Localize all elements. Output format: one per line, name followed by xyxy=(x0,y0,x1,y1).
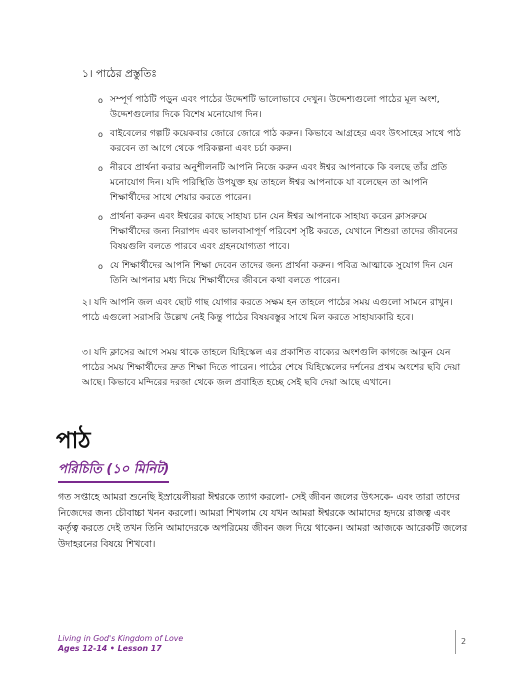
circle-bullet-icon: o xyxy=(98,130,103,139)
list-item-text: প্রার্থনা করুন এবং ঈশ্বরের কাছে সাহায্য চান যেন ঈশ্বর আপনাকে সাহায্য করেন ক্লাসরুমে শিক্ষার্থীদের জন্য নিরাপদ এবং ভালবাসাপূর্ণ পরিবেশ সৃষ্টি করতে, যেখানে শিশুরা তাদের জীবনের বিষয়গুলি বলতে পারবে এবং গ্রহনযোগ্যতা পাবে। xyxy=(110,211,458,252)
list-item-text: নীরবে প্রার্থনা করার অনুশীলনটি আপনি নিজে করুন এবং ঈশ্বর আপনাকে কি বলছে তাঁর প্রতি মনোযোগ দিন। যদি পরিস্থিতি উপযুক্ত হয় তাহলে ঈশ্বর আপনাকে যা বলেছেন তা আপনি শিক্ষার্থীদের সাথে শেয়ার করতে পারেন। xyxy=(110,162,448,203)
list-item xyxy=(98,258,463,288)
footer xyxy=(58,634,183,654)
footer-title: Living in God's Kingdom of Love xyxy=(58,634,184,643)
paragraph-2: ২। যদি আপনি জল এবং ছোট গাছ যোগার করতে সক্ষম হন তাহলে পাঠের সময় এগুলো সামনে রাখুন। পাঠে এগুলো সরাসরি উল্লেখ নেই কিন্তু পাঠের বিষয়বস্তুর সাথে মিল করতে সাহায্যকারি হবে। xyxy=(82,297,453,323)
section-heading-text: পরিচিতি (১০ মিনিট) xyxy=(58,462,170,477)
prep-heading: ১। পাঠের প্রস্তুতিঃ xyxy=(82,68,157,80)
list-item xyxy=(98,160,463,205)
circle-bullet-icon: o xyxy=(98,164,103,173)
circle-bullet-icon: o xyxy=(98,262,103,271)
circle-bullet-icon: o xyxy=(98,96,103,105)
page-number-divider xyxy=(455,630,456,654)
paragraph-3: ৩। যদি ক্লাসের আগে সময় থাকে তাহলে যিহিস্কেল এর প্রকাশিত বাক্যের অংশগুলি কাগজে আকুন যেন পাঠের সময় শিক্ষার্থীদের দ্রুত শিক্ষা দিতে পারেন। পাঠের শেষে যিহিস্কেলের দর্শনের প্রথম অংশের ছবি দেয়া আছে। কিভাবে মন্দিরের দরজা থেকে জল প্রবাহিত হচ্ছে সেই ছবি দেয়া আছে এখানে। xyxy=(82,347,461,388)
list-item xyxy=(98,92,463,122)
circle-bullet-icon: o xyxy=(98,213,103,222)
list-item-text: সম্পূর্ণ পাঠটি পড়ুন এবং পাঠের উদ্দেশটি ভালোভাবে দেখুন। উদ্দেশ্যগুলো পাঠের মূল অংশ, উদ্দেশগুলোর দিকে বিশেষ মনোযোগ দিন। xyxy=(110,94,440,120)
page-number: 2 xyxy=(461,637,467,646)
list-item xyxy=(98,126,463,156)
intro-paragraph: গত সপ্তাহে আমরা শুনেছি ইস্রায়েলীয়রা ঈশ্বরকে ত্যাগ করলো- সেই জীবন জলের উৎসকে- এবং তারা তাদের নিজেদের জন্য চৌবাচ্চা খনন করলো। আমরা শিখলাম যে যখন আমরা ঈশ্বরকে আমাদের হৃদয়ে রাজত্ব এবং কর্তৃত্ব করতে দেই তখন তিনি আমাদেরকে অপরিমেয় জীবন জল দিয়ে থাকেন। আমরা আজকে আরেকটি জলের উদাহরনের বিষয়ে শিখবো। xyxy=(58,492,468,550)
section-heading xyxy=(58,460,169,481)
list-item-text: যে শিক্ষার্থীদের আপনি শিক্ষা দেবেন তাদের জন্য প্রার্থনা করুন। পবিত্র আত্মাকে সুযোগ দিন যেন তিনি আপনার মধ্য দিয়ে শিক্ষার্থীদের জীবনে কথা বলতে পারেন। xyxy=(110,260,454,286)
section-heading-underline xyxy=(58,481,169,483)
list-item xyxy=(98,209,463,254)
prep-list xyxy=(98,92,463,292)
lesson-title: পাঠ xyxy=(56,428,91,454)
footer-subtitle: Ages 12-14 • Lesson 17 xyxy=(58,644,162,653)
list-item-text: বাইবেলের গল্পটি কয়েকবার জোরে জোরে পাঠ করুন। কিভাবে আগ্রহের এবং উৎসাহের সাথে পাঠ করবেন তা আগে থেকে পরিকল্পনা এবং চর্চা করুন। xyxy=(110,128,461,154)
